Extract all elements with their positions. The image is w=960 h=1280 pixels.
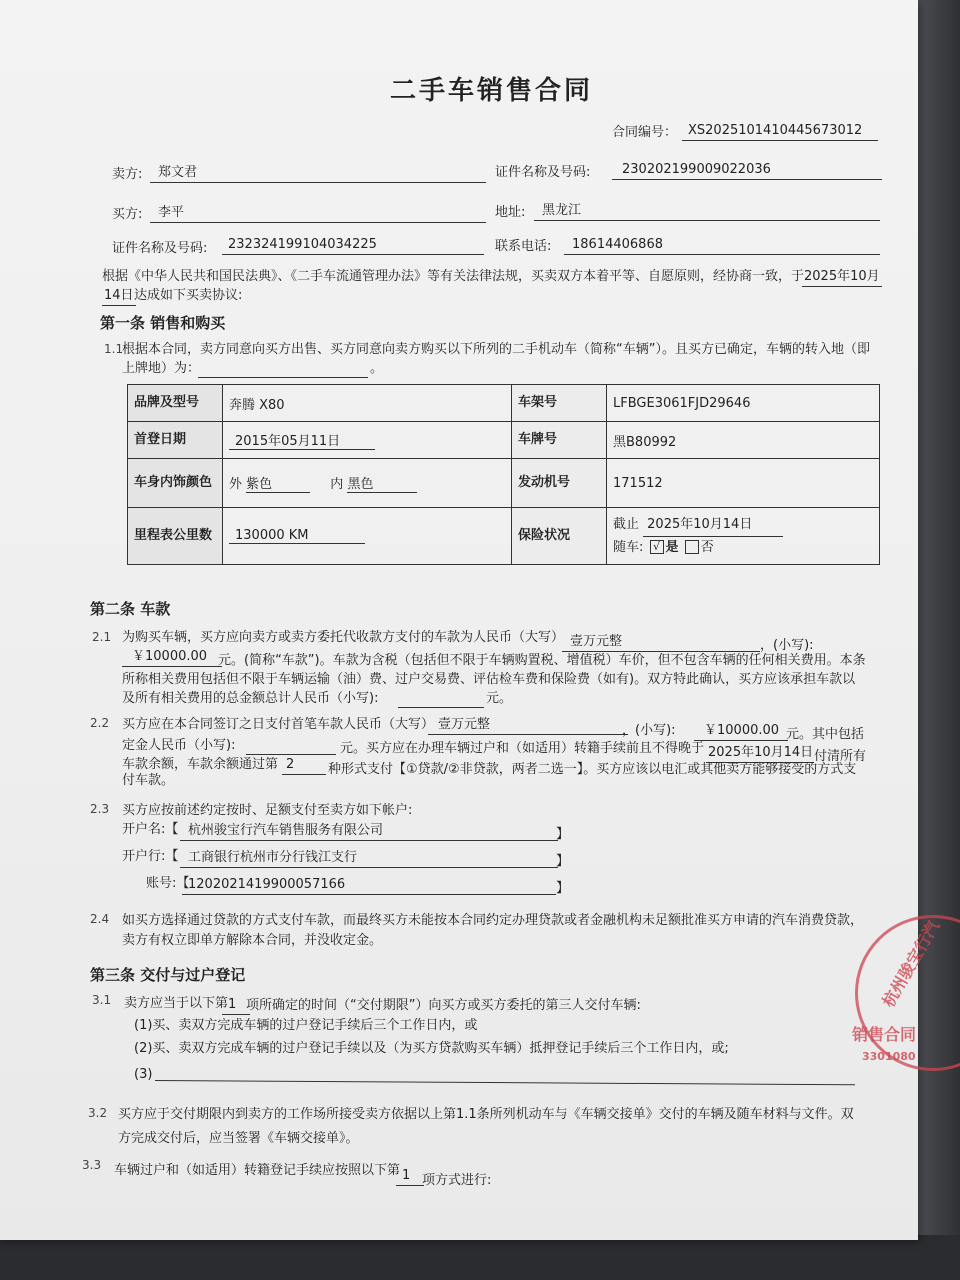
document-title: 二手车销售合同 [390,76,594,106]
mileage-cell [223,508,512,565]
seller-id-label: 证件名称及号码: [495,165,591,180]
insurance-no-label: 否 [700,539,714,555]
insurance-label: 保险状况 [512,508,607,565]
clause-2-2-line3b: 种形式支付【①贷款/②非贷款，两者二选一】。买方应该以电汇或其他卖方能够接受的方式支 [328,762,857,777]
insurance-no-checkbox[interactable] [685,540,699,554]
clause-2-1-line2: 元。(简称“车款”)。车款为含税（包括但不限于车辆购置税、增值税）车价，但不包含车辆的任何相关费用。本条 [218,653,866,668]
clause-2-1-line1a: 为购买车辆，买方应向卖方或卖方委托代收款方支付的车款为人民币（大写） [122,630,565,645]
clause-2-2-line2c: 付清所有 [814,749,867,764]
clause-3-3-line1a: 车辆过户和（如适用）转籍登记手续应按照以下第 [114,1163,401,1178]
vin-value: LFBGE3061FJD29646 [607,385,880,422]
clause-2-2-amount-upper: 壹万元整 [428,716,628,735]
clause-3-2-line2: 方完成交付后，应当签署《车辆交接单》。 [118,1131,359,1146]
clause-2-1-amount-lower: ￥10000.00 [122,648,222,667]
clause-3-1-option: 1 [222,996,250,1015]
clause-3-1-option3-blank [155,1080,855,1085]
seal-text-top: 杭州骏宝行汽 [878,917,944,1011]
clause-2-4-number: 2.4 [90,912,110,926]
clause-2-2-line1a: 买方应在本合同签订之日支付首笔车款人民币（大写） [122,717,435,732]
clause-2-2-deadline: 2025年10月14日 [706,744,814,763]
clause-2-2-line1b: ，(小写): [622,723,676,738]
clause-1-1-number: 1.1 [104,342,124,356]
seller-label: 卖方: [112,167,143,182]
contract-no-label: 合同编号： [612,125,678,140]
account-name-value: 杭州骏宝行汽车销售服务有限公司 [180,822,558,841]
clause-2-1-line1b: ，(小写): [760,638,814,653]
clause-2-2-line1c: 元。其中包括 [786,727,865,742]
intro-line2: 达成如下买卖协议: [134,288,243,303]
insurance-cell [607,508,880,565]
clause-2-3-line1: 买方应按前述约定按时、足额支付至卖方如下帐户: [122,803,413,818]
insurance-date: 2025年10月14日 [643,514,783,537]
buyer-phone-value: 18614406868 [564,236,880,255]
plate-label: 车牌号 [512,422,607,459]
buyer-phone-label: 联系电话: [495,239,552,254]
account-number-label: 账号:【 [146,876,190,891]
insurance-yes-checkbox[interactable]: √ [650,540,664,554]
company-seal [852,915,960,1071]
insurance-with-car-label: 随车: [613,539,644,555]
clause-3-1-number: 3.1 [92,993,112,1007]
clause-2-3-number: 2.3 [90,802,110,816]
engine-value: 171512 [607,459,880,508]
clause-2-1-amount-upper: 壹万元整 [562,633,760,652]
buyer-id-value: 232324199104034225 [222,236,484,255]
interior-color: 黑色 [347,473,417,493]
exterior-color: 紫色 [246,473,310,493]
clause-2-2-line2b: 元。买方应在办理车辆过户和（如适用）转籍手续前且不得晚于 [340,741,705,756]
clause-2-2-number: 2.2 [90,716,110,730]
first-reg-value: 2015年05月11日 [229,430,375,450]
intro-line1: 根据《中华人民共和国民法典》、《二手车流通管理办法》等有关法律法规，买卖双方本着平等、自愿原则，经协商一致，于 [102,269,805,284]
clause-2-2-line3a: 车款余额，车款余额通过第 [122,757,279,772]
first-reg-cell [223,422,512,459]
seller-name: 郑文君 [150,164,486,183]
clause-3-1-line1a: 卖方应当于以下第 [124,996,229,1011]
clause-2-2-line2a: 定金人民币（小写): [122,738,236,753]
account-bank-close: 】 [556,854,570,869]
mileage-value: 130000 KM [229,528,365,544]
clause-3-2-number: 3.2 [88,1106,108,1120]
account-name-close: 】 [556,827,570,842]
buyer-id-label: 证件名称及号码: [112,241,208,256]
clause-2-2-amount-lower: ￥10000.00 [694,722,788,741]
contract-no-value: XS2025101410445673012 [682,122,878,141]
clause-2-2-deposit-blank [246,739,336,755]
insurance-yes-label: 是 [665,539,679,555]
clause-1-1-line2: 上牌地）为： [122,361,201,376]
seal-text-code: 3301080 [862,1050,916,1063]
first-reg-label: 首登日期 [128,422,223,459]
vehicle-info-table [127,384,880,565]
account-number-value: 1202021419900057166 [182,876,556,895]
buyer-address-value: 黑龙江 [534,202,880,221]
interior-prefix: 内 [330,477,344,492]
clause-2-1-total-blank [398,692,484,708]
article1-heading: 第一条 销售和购买 [100,314,226,332]
plate-value: 黑B80992 [607,422,880,459]
clause-2-4-line1: 如买方选择通过贷款的方式支付车款，而最终买方未能按本合同约定办理贷款或者金融机构未足额批准买方申请的汽车消费贷款， [122,913,864,928]
account-number-close: 】 [556,881,570,896]
account-bank-value: 工商银行杭州市分行钱江支行 [180,849,558,868]
clause-2-4-line2: 卖方有权立即单方解除本合同，并没收定金。 [122,933,383,948]
clause-3-1-option3: (3) [134,1067,153,1082]
clause-1-1-end: 。 [370,361,384,376]
clause-2-1-line4b: 元。 [486,691,513,706]
clause-3-2-line1: 买方应于交付期限内到卖方的工作场所接受卖方依据以上第1.1条所列机动车与《车辆交接单》交付的车辆及随车材料与文件。双 [118,1107,854,1122]
engine-label: 发动机号 [512,459,607,508]
color-label: 车身内饰颜色 [128,459,223,508]
article3-heading: 第三条 交付与过户登记 [90,966,246,984]
insurance-prefix: 截止 [613,516,640,532]
clause-3-3-line1b: 项方式进行: [422,1173,492,1188]
article2-heading: 第二条 车款 [90,600,171,618]
brand-value: 奔腾 X80 [223,385,512,422]
clause-2-2-line4: 付车款。 [122,773,175,788]
color-cell [223,459,512,508]
clause-2-1-line3: 所称相关费用包括但不限于车辆运输（油）费、过户交易费、评估检车费和保险费（如有)。双方特此确认，买方应该承担车款以 [122,672,856,687]
account-name-label: 开户名:【 [122,822,179,837]
registration-place-blank [198,362,368,378]
clause-1-1-line1: 根据本合同，卖方同意向买方出售、买方同意向卖方购买以下所列的二手机动车（简称“车辆”）。且买方已确定，车辆的转入地（即 [122,342,870,357]
clause-3-1-option2: (2)买、卖双方完成车辆的过户登记手续以及（为买方贷款购买车辆）抵押登记手续后三个工作日内，或; [134,1041,729,1056]
seal-text-middle: 销售合同 [852,1025,917,1044]
buyer-name: 李平 [150,204,486,223]
seller-id-value: 230202199009022036 [612,161,882,180]
buyer-label: 买方: [112,207,143,222]
clause-2-1-number: 2.1 [92,630,112,644]
brand-label: 品牌及型号 [128,385,223,422]
clause-3-1-option1: (1)买、卖双方完成车辆的过户登记手续后三个工作日内，或 [134,1018,478,1033]
account-bank-label: 开户行:【 [122,849,179,864]
intro-date-year: 2025年10月 [802,268,882,287]
mileage-label: 里程表公里数 [128,508,223,565]
buyer-address-label: 地址: [495,205,526,220]
vin-label: 车架号 [512,385,607,422]
clause-2-2-payment-method: 2 [282,756,326,775]
background-floor [0,1235,960,1280]
exterior-prefix: 外 [229,477,243,492]
clause-2-1-line4a: 及所有相关费用的总金额总计人民币（小写): [122,691,379,706]
clause-3-1-line1b: 项所确定的时间（“交付期限”）向买方或买方委托的第三人交付车辆: [246,998,641,1013]
clause-3-3-option: 1 [396,1167,424,1186]
clause-3-3-number: 3.3 [82,1158,102,1172]
intro-date-day: 14日 [102,287,136,306]
